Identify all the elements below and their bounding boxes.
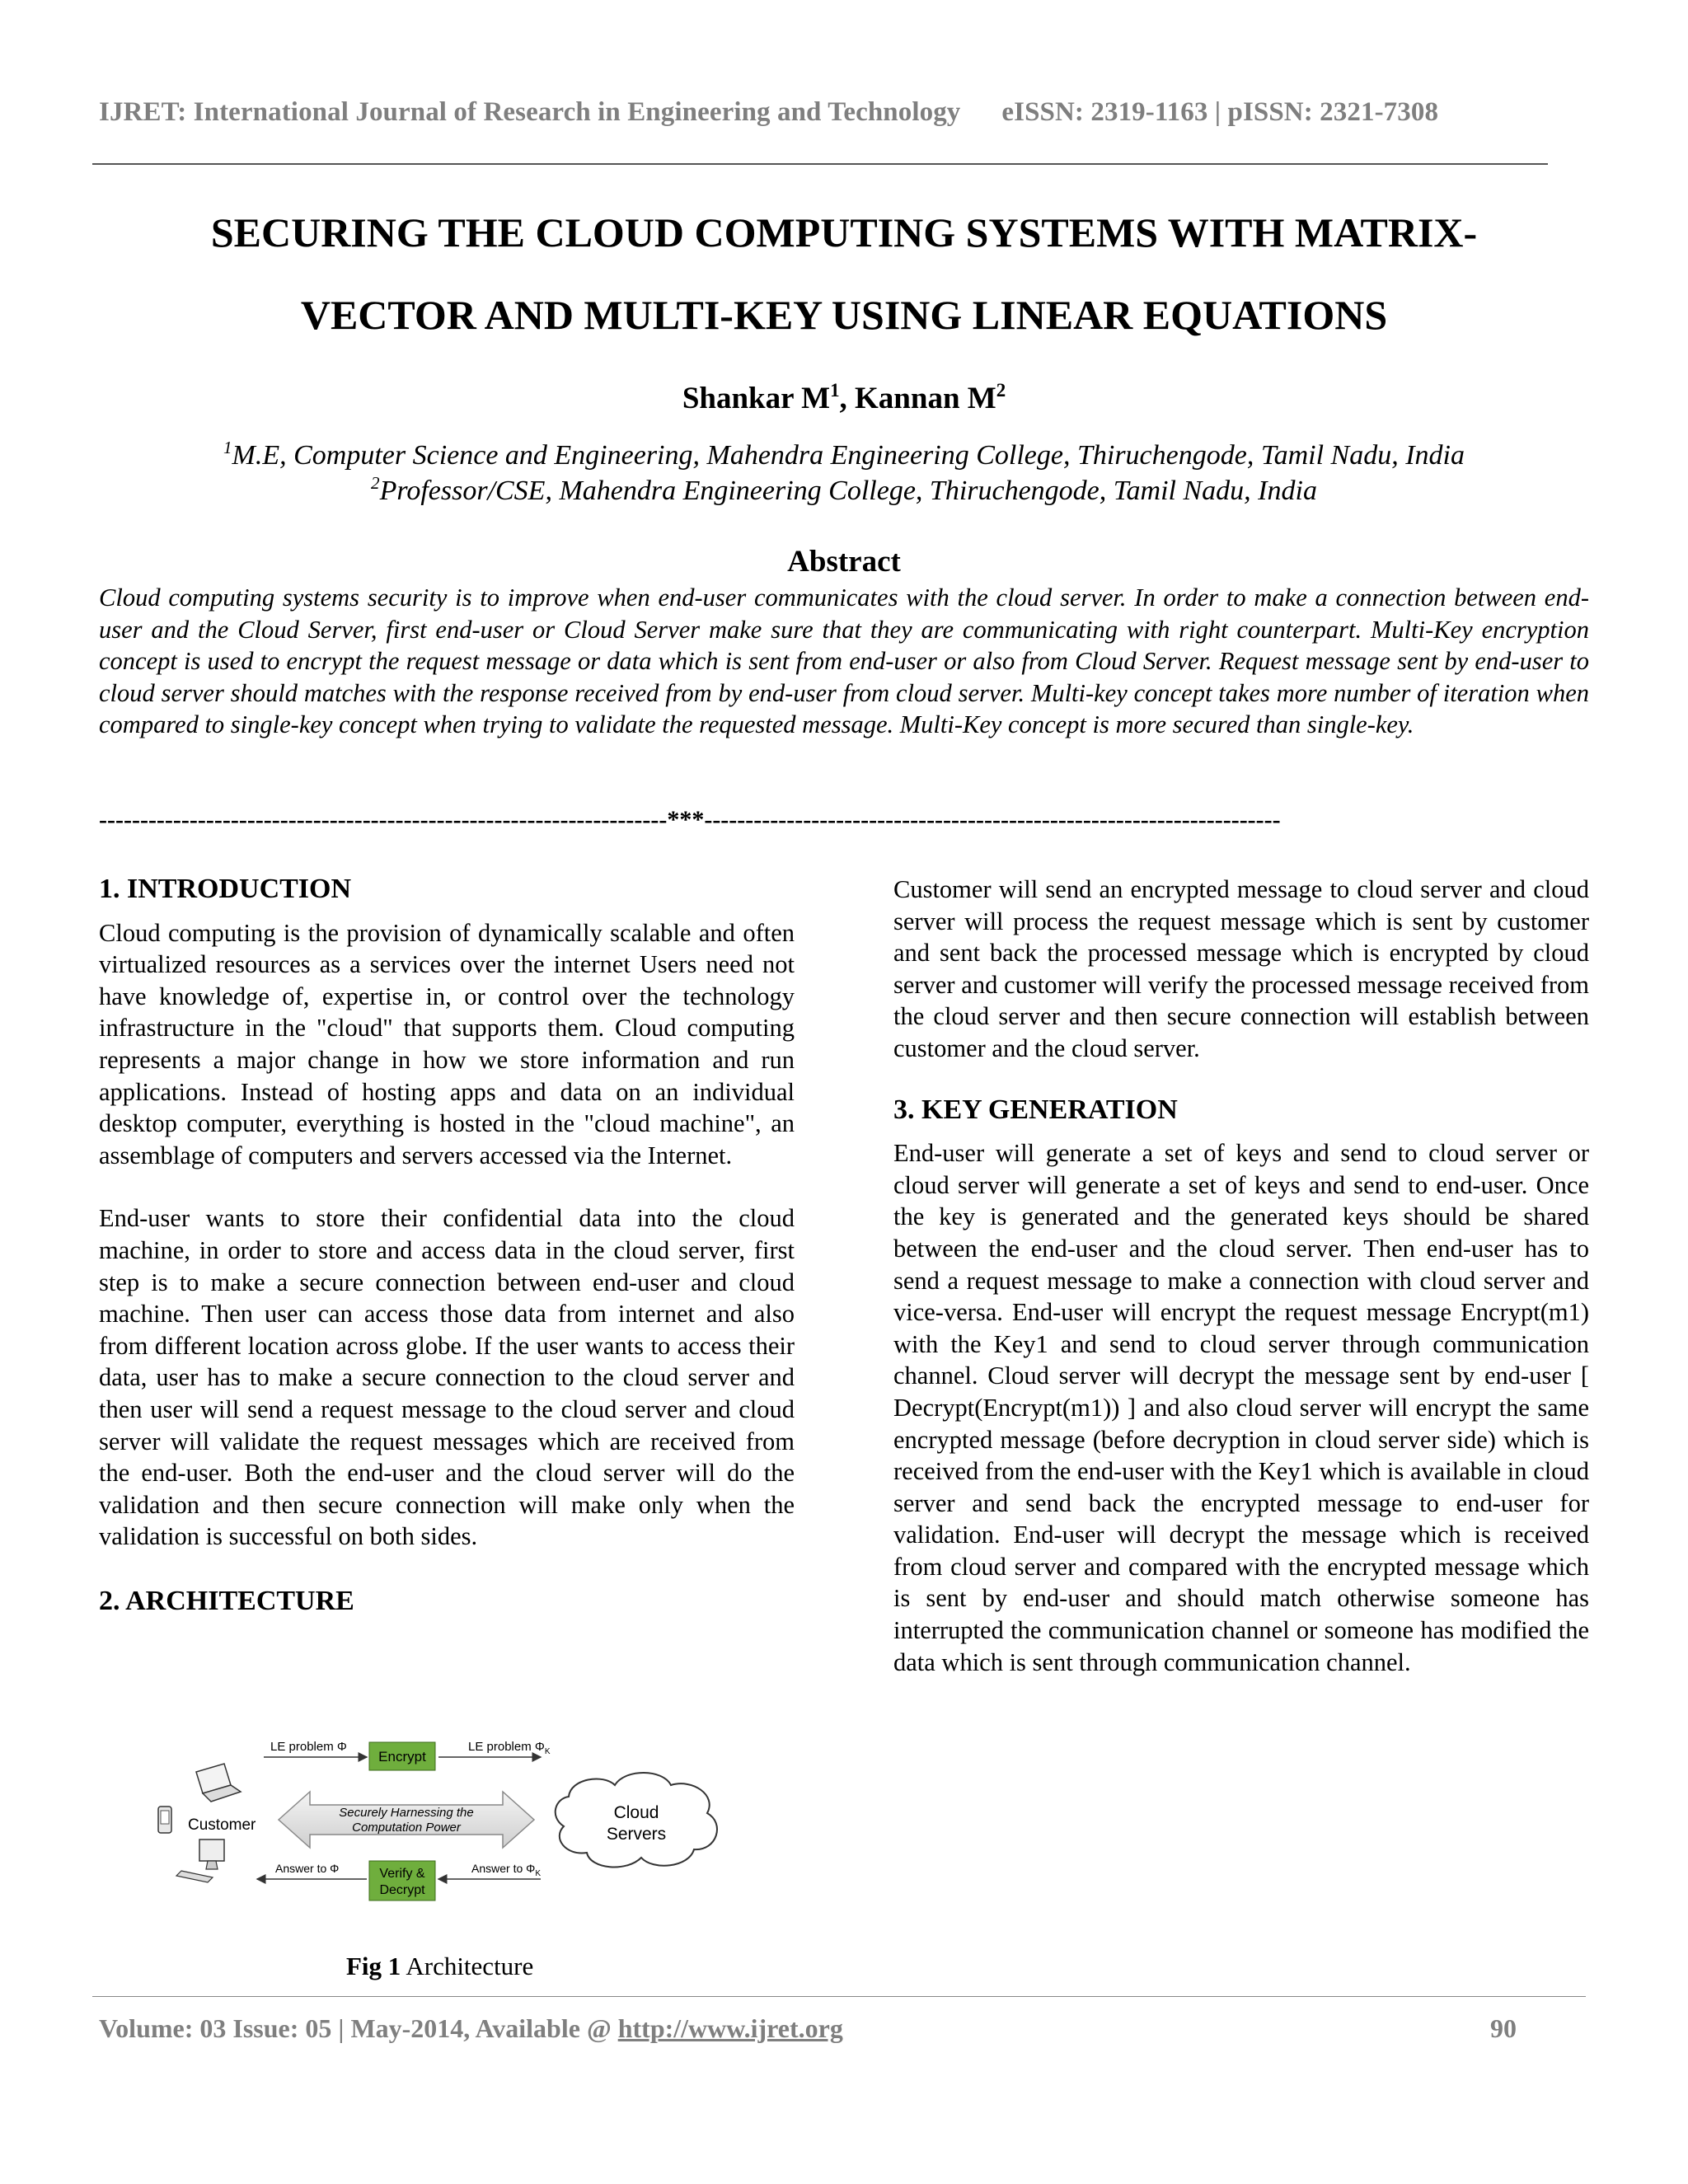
harness-label-2: Computation Power (352, 1821, 461, 1835)
title-line-2: VECTOR AND MULTI-KEY USING LINEAR EQUATIONS (300, 292, 1388, 338)
answer-right-label: Answer to $\Phi_K$ (471, 1862, 541, 1878)
journal-issn: eISSN: 2319-1163 | pISSN: 2321-7308 (1001, 97, 1439, 127)
cloud-label-2: Servers (606, 1825, 667, 1844)
page-number: 90 (1490, 2013, 1517, 2043)
affiliation-1-sup: 1 (223, 437, 232, 457)
verify-label-2: Decrypt (379, 1883, 425, 1897)
keygen-paragraph: End-user will generate a set of keys and send to cloud server or cloud server will generate a set of keys and send to end-user. Once the key is generated and the generated keys should be shared between the end-user and the cloud server. Then end-user has to send a request message to make a connection with cloud server and vice-versa. End-user will encrypt the request message Encrypt(m1) with the Key1 and send to cloud server through communication channel. Cloud server will decrypt the message sent by end-user [ Decrypt(Encrypt(m1)) ] and also cloud server will encrypt the same encrypted message (before decryption in cloud server side) which is received from the end-user with the Key1 which is available in cloud server and send back the encrypted message to end-user for validation. End-user will decrypt the message which is received from cloud server and compared with the encrypted message which is sent by end-user and should match otherwise someone has interrupted the communication channel or someone has modified the data which is sent through communication channel. (893, 1139, 1589, 1676)
header-rule (92, 163, 1548, 165)
intro-paragraph-1: Cloud computing is the provision of dynamically scalable and often virtualized resources as a services over the internet Users need not have knowledge of, expertise in, or control over the technology infrastructure in the "cloud" that supports them. Cloud computing represents a major change in how we store information and run applications. Instead of hosting apps and data on an individual desktop computer, everything is hosted in the "cloud machine", an assemblage of computers and servers accessed via the Internet. (99, 918, 795, 1169)
footer-rule (92, 1996, 1586, 1997)
harness-double-arrow (279, 1792, 534, 1848)
intro-heading: 1. INTRODUCTION (99, 874, 352, 904)
answer-left-label: Answer to Φ (275, 1862, 340, 1875)
encrypt-label: Encrypt (378, 1749, 426, 1765)
footer-volume: Volume: 03 Issue: 05 | May-2014, Available @ (99, 2013, 618, 2043)
abstract-text: Cloud computing systems security is to improve when end-user communicates with the cloud server. In order to make a connection between end-user and the Cloud Server, first end-user or Cloud Server make sure that they are communicating with right counterpart. Multi-Key encryption concept is used to encrypt the request message or data which is sent from end-user or also from Cloud Server. Request message sent by end-user to cloud server should matches with the response received from by end-user from cloud server. Multi-key concept takes more number of iteration when compared to single-key concept when trying to validate the requested message. Multi-Key concept is more secured than single-key. (99, 583, 1589, 739)
footer (99, 2013, 843, 2044)
architecture-paragraph: Customer will send an encrypted message to cloud server and cloud server will process the request message which is sent by customer and sent back the processed message which is encrypted by cloud server and customer will verify the processed message received from the cloud server and then secure connection will establish between customer and the cloud server. (893, 875, 1589, 1062)
laptop-icon (196, 1764, 241, 1802)
phone-icon (158, 1807, 171, 1833)
title-line-1: SECURING THE CLOUD COMPUTING SYSTEMS WITH MATRIX- (210, 209, 1478, 255)
figure-caption-text: Architecture (401, 1952, 534, 1980)
affiliation-2 (0, 472, 1688, 507)
verify-label-1: Verify & (379, 1867, 425, 1881)
affiliation-2-sup: 2 (371, 472, 380, 493)
footer-link[interactable]: http://www.ijret.org (617, 2013, 843, 2043)
architecture-figure (148, 1731, 742, 1909)
harness-label-1: Securely Harnessing the (339, 1806, 474, 1820)
left-column (99, 874, 795, 1617)
affiliation-2-text: Professor/CSE, Mahendra Engineering College, Thiruchengode, Tamil Nadu, India (379, 476, 1317, 506)
intro-paragraph-2: End-user wants to store their confidential data into the cloud machine, in order to store and access data in the cloud server, first step is to make a secure connection between end-user and cloud machine. Then user can access those data from internet and also from different location across globe. If the user wants to access their data, user has to make a secure connection to the cloud server and then user will send a request message to the cloud server and cloud server will validate the request messages which are received from the end-user. Both the end-user and the cloud server will do the validation and then secure connection will make only when the validation is successful on both sides. (99, 1204, 795, 1551)
figure-caption (346, 1952, 533, 1981)
figure-caption-label: Fig 1 (346, 1952, 401, 1980)
customer-label: Customer (188, 1816, 256, 1834)
affiliation-1-text: M.E, Computer Science and Engineering, Mahendra Engineering College, Thiruchengode, Tamil Nadu, India (232, 440, 1465, 471)
desktop-icon (176, 1840, 224, 1882)
keygen-heading: 3. KEY GENERATION (893, 1094, 1178, 1125)
author-separator: , (839, 382, 856, 415)
abstract-heading: Abstract (787, 545, 901, 579)
affiliation-1 (0, 437, 1688, 471)
cloud-label-1: Cloud (613, 1803, 659, 1822)
author-line (0, 381, 1688, 416)
section-separator: ---------------------------------------------------------------------***---------------------------------------------------------------------- (99, 806, 1281, 833)
right-column (893, 874, 1589, 1678)
le-problem-right-label: LE problem $\Phi_K$ (468, 1740, 551, 1756)
journal-name: IJRET: International Journal of Research in Engineering and Technology (99, 97, 961, 127)
le-problem-left-label: LE problem Φ (270, 1740, 347, 1754)
author-1-sup: 1 (830, 379, 840, 401)
author-2-sup: 2 (996, 379, 1006, 401)
author-2: Kannan M (855, 382, 996, 415)
running-header (99, 97, 1438, 128)
architecture-heading: 2. ARCHITECTURE (99, 1585, 354, 1616)
author-1: Shankar M (682, 382, 831, 415)
paper-title (124, 191, 1564, 356)
